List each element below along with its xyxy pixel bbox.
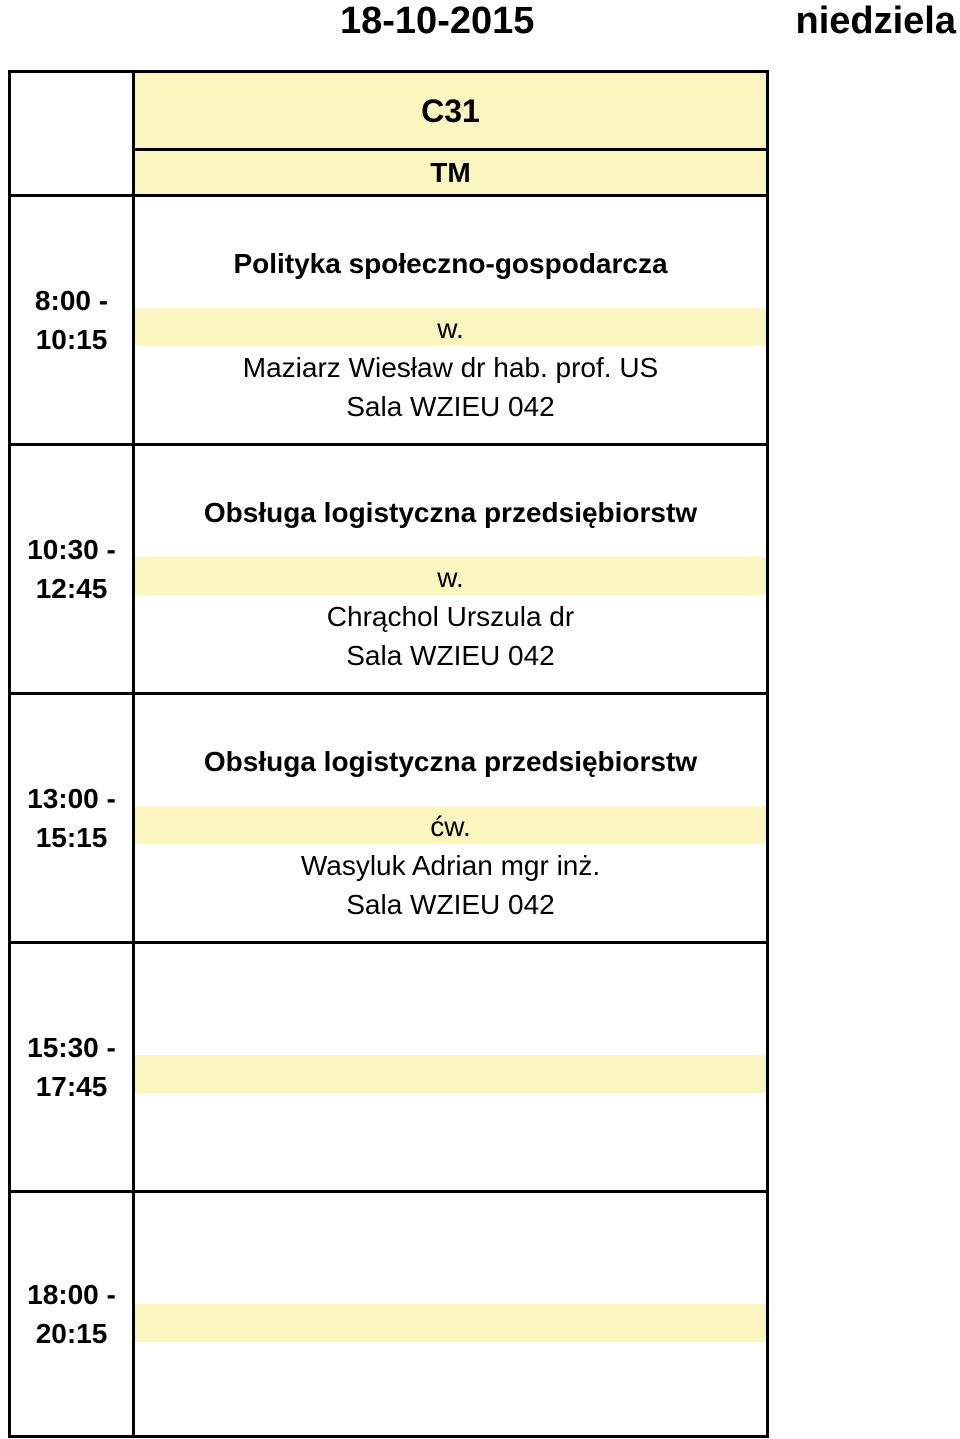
teacher-name: Maziarz Wiesław dr hab. prof. US — [242, 352, 659, 383]
group-code: C31 — [421, 93, 480, 129]
room-name: Sala WZIEU 042 — [346, 889, 555, 920]
time-start: 10:30 - — [27, 534, 116, 565]
schedule-weekday: niedziela — [795, 0, 956, 42]
time-end: 10:15 — [35, 324, 108, 355]
row-divider — [132, 148, 769, 151]
class-entry — [135, 244, 766, 426]
row-divider — [8, 692, 769, 695]
class-entry — [135, 493, 766, 675]
room-name: Sala WZIEU 042 — [346, 391, 555, 422]
class-form: ćw. — [430, 811, 471, 842]
time-start: 13:00 - — [27, 783, 116, 814]
time-start: 8:00 - — [34, 285, 109, 316]
subject-name: Polityka społeczno-gospodarcza — [233, 248, 668, 279]
row-divider — [8, 1190, 769, 1193]
teacher-name: Chrąchol Urszula dr — [326, 601, 575, 632]
class-form: w. — [437, 313, 464, 344]
teacher-name: Wasyluk Adrian mgr inż. — [300, 850, 601, 881]
time-end: 17:45 — [35, 1071, 108, 1102]
class-form: w. — [437, 562, 464, 593]
form-row-highlight — [135, 1055, 766, 1093]
column-divider — [132, 70, 135, 1438]
time-start: 15:30 - — [27, 1032, 116, 1063]
time-start: 18:00 - — [27, 1279, 116, 1310]
row-divider — [8, 443, 769, 446]
subject-name: Obsługa logistyczna przedsiębiorstw — [203, 746, 698, 777]
subject-name: Obsługa logistyczna przedsiębiorstw — [203, 497, 698, 528]
row-divider — [8, 941, 769, 944]
time-end: 15:15 — [35, 822, 108, 853]
time-end: 20:15 — [35, 1318, 108, 1349]
form-row-highlight — [135, 1304, 766, 1342]
room-name: Sala WZIEU 042 — [346, 640, 555, 671]
class-entry — [135, 742, 766, 924]
schedule-date: 18-10-2015 — [340, 0, 535, 42]
row-divider — [8, 194, 769, 197]
time-end: 12:45 — [35, 573, 108, 604]
group-specialization: TM — [430, 157, 471, 188]
